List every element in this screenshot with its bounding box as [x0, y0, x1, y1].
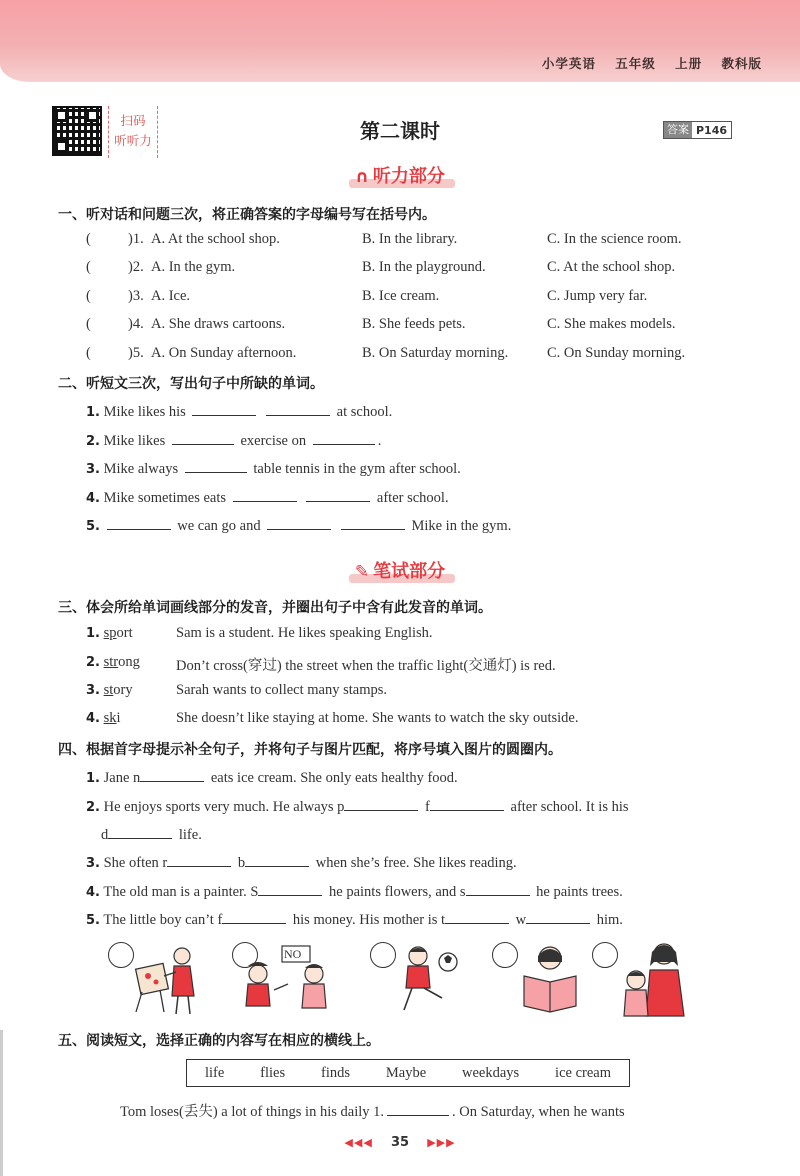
blank-input[interactable] [526, 909, 590, 924]
blank-input[interactable] [313, 430, 375, 445]
blank-input[interactable] [222, 909, 286, 924]
word-option: Maybe [385, 1064, 427, 1081]
writing-banner-text: 笔试部分 [373, 561, 446, 582]
mcq-3-a: A. Ice. [151, 288, 191, 304]
word-option: life [204, 1064, 225, 1081]
part2-title: 二、听短文三次，写出句子中所缺的单词。 [58, 376, 324, 392]
blank-input[interactable] [185, 458, 247, 473]
pencil-icon: ✎ [354, 562, 370, 582]
p3-sentence-3[interactable]: Sarah wants to collect many stamps. [176, 682, 388, 698]
lesson-title: 第二课时 [360, 119, 440, 143]
mcq-2-b: B. In the playground. [362, 259, 486, 275]
word-option: ice cream [555, 1064, 611, 1081]
painter-picture [130, 942, 202, 1016]
blank-input[interactable] [167, 852, 231, 867]
blank-input[interactable] [445, 909, 509, 924]
mcq-2-a: A. In the gym. [151, 259, 236, 275]
mcq-paren[interactable]: ( [86, 345, 91, 361]
mcq-3-b: B. Ice cream. [362, 288, 440, 304]
mother-boy-picture [614, 940, 698, 1018]
grade-label: 五年级 [615, 56, 656, 71]
football-picture [392, 942, 464, 1016]
mcq-4-a: A. She draws cartoons. [151, 316, 286, 332]
scan-line-2: 听听力 [114, 133, 152, 148]
blank-input[interactable] [172, 430, 234, 445]
word-option: flies [260, 1064, 286, 1081]
listening-section-banner [0, 162, 800, 188]
answer-page: P146 [696, 123, 728, 137]
blank-input[interactable] [430, 796, 504, 811]
writing-section-banner [0, 557, 800, 583]
blank-input[interactable] [192, 401, 256, 416]
p4-line-3: 3. She often r b when she’s free. She likes reading. [86, 852, 517, 872]
answer-tag: 答案 [664, 122, 692, 138]
mcq-1-c: C. In the science room. [547, 231, 682, 247]
volume-label: 上册 [675, 56, 703, 71]
scan-line-1: 扫码 [120, 113, 146, 128]
listening-banner-text: 听力部分 [372, 166, 445, 187]
mcq-5-c: C. On Sunday morning. [547, 345, 686, 361]
part4-title: 四、根据首字母提示补全句子，并将句子与图片匹配，将序号填入图片的圆圈内。 [58, 742, 562, 758]
blank-input[interactable] [108, 824, 172, 839]
p2-line-3: 3. Mike always table tennis in the gym after school. [86, 458, 461, 478]
p3-word-3: 3. story [86, 682, 133, 698]
p3-word-2: 2. strong [86, 654, 140, 670]
page-header-band [0, 0, 800, 82]
p4-line-1: 1. Jane n eats ice cream. She only eats healthy food. [86, 767, 458, 787]
page-footer [0, 1135, 800, 1150]
blank-input[interactable] [344, 796, 418, 811]
blank-input[interactable] [387, 1101, 449, 1116]
p2-line-5: 5. we can go and Mike in the gym. [86, 515, 511, 535]
p3-word-4: 4. ski [86, 710, 121, 726]
mcq-4-c: C. She makes models. [547, 316, 676, 332]
p3-word-1: 1. sport [86, 625, 133, 641]
blank-input[interactable] [341, 515, 405, 530]
subject-label: 小学英语 [541, 56, 596, 71]
part1-title: 一、听对话和问题三次，将正确答案的字母编号写在括号内。 [58, 207, 436, 223]
p2-line-4: 4. Mike sometimes eats after school. [86, 487, 449, 507]
blank-input[interactable] [107, 515, 171, 530]
p2-line-2: 2. Mike likes exercise on . [86, 430, 381, 450]
book-info [528, 54, 762, 72]
p4-line-2: 2. He enjoys sports very much. He always p f after school. It is his [86, 796, 629, 816]
blank-input[interactable] [233, 487, 297, 502]
mcq-2-num: )2. [128, 259, 144, 275]
p3-sentence-1[interactable]: Sam is a student. He likes speaking English. [176, 625, 433, 641]
page-edge [0, 1030, 3, 1176]
p4-line-5: 5. The little boy can’t f his money. His mother is t w him. [86, 909, 623, 929]
mcq-paren[interactable]: ( [86, 288, 91, 304]
p4-line-2b: d life. [101, 824, 202, 844]
p5-passage-line: Tom loses(丢失) a lot of things in his daily 1. . On Saturday, when he wants [120, 1100, 625, 1121]
mcq-1-b: B. In the library. [362, 231, 458, 247]
word-bank [186, 1059, 630, 1087]
no-sign-text: NO [284, 947, 302, 961]
mcq-1-num: )1. [128, 231, 144, 247]
blank-input[interactable] [306, 487, 370, 502]
blank-input[interactable] [266, 401, 330, 416]
blank-input[interactable] [267, 515, 331, 530]
answer-reference [663, 121, 732, 139]
blank-input[interactable] [466, 881, 530, 896]
next-arrows-icon: ▶▶▶ [427, 1136, 456, 1149]
mcq-paren[interactable]: ( [86, 259, 91, 275]
headphones-icon: ∩ [355, 167, 369, 187]
blank-input[interactable] [245, 852, 309, 867]
mcq-4-num: )4. [128, 316, 144, 332]
page-number: 35 [390, 1135, 410, 1150]
part3-title: 三、体会所给单词画线部分的发音，并圈出句子中含有此发音的单词。 [58, 600, 492, 616]
mcq-1-a: A. At the school shop. [151, 231, 280, 247]
mcq-paren[interactable]: ( [86, 316, 91, 332]
part5-title: 五、阅读短文，选择正确的内容写在相应的横线上。 [58, 1033, 380, 1049]
mcq-5-num: )5. [128, 345, 144, 361]
word-option: weekdays [462, 1064, 520, 1081]
mcq-3-c: C. Jump very far. [547, 288, 648, 304]
blank-input[interactable] [140, 767, 204, 782]
prev-arrows-icon: ◀◀◀ [344, 1136, 373, 1149]
mcq-4-b: B. She feeds pets. [362, 316, 466, 332]
blank-input[interactable] [258, 881, 322, 896]
reading-picture [514, 942, 586, 1016]
edition-label: 教科版 [721, 56, 762, 71]
p3-sentence-2[interactable]: Don’t cross(穿过) the street when the traffic light(交通灯) is red. [176, 658, 556, 674]
p4-line-4: 4. The old man is a painter. S he paints flowers, and s he paints trees. [86, 881, 623, 901]
mcq-3-num: )3. [128, 288, 144, 304]
mcq-2-c: C. At the school shop. [547, 259, 676, 275]
mcq-5-a: A. On Sunday afternoon. [151, 345, 297, 361]
mcq-paren[interactable]: ( [86, 231, 91, 247]
mcq-5-b: B. On Saturday morning. [362, 345, 509, 361]
word-option: finds [320, 1064, 350, 1081]
p3-sentence-4[interactable]: She doesn’t like staying at home. She wants to watch the sky outside. [176, 710, 579, 726]
p2-line-1: 1. Mike likes his at school. [86, 401, 392, 421]
